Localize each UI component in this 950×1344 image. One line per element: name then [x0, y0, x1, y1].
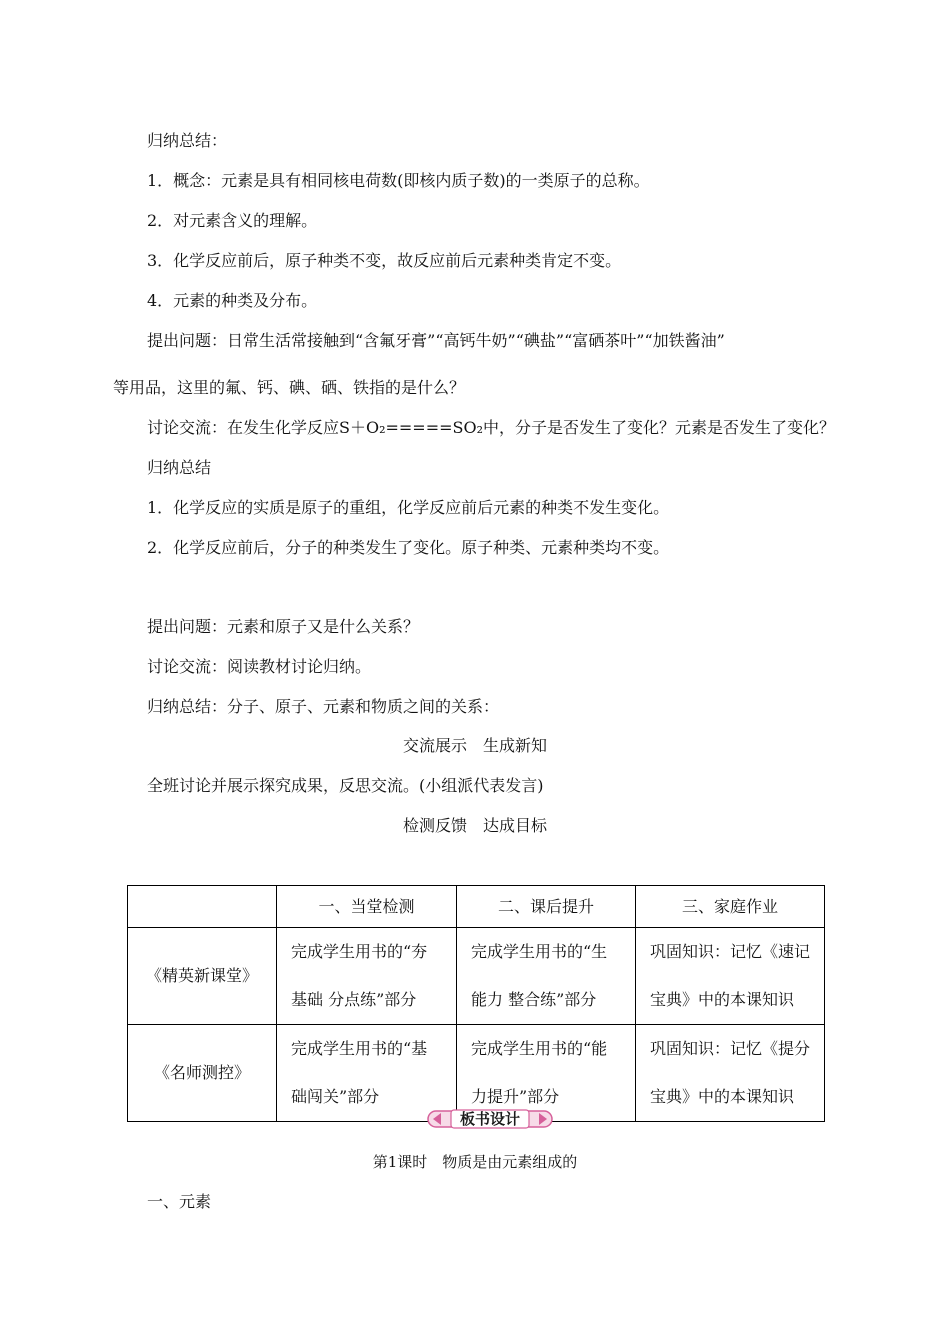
table-cell-line: 完成学生用书的“生 [471, 942, 608, 961]
table-cell-line: 完成学生用书的“能 [471, 1039, 608, 1058]
table-cell [457, 928, 636, 1025]
table-cell-line: 完成学生用书的“基 [291, 1039, 428, 1058]
table-cell-line: 宝典》中的本课知识 [650, 990, 795, 1009]
table-cell [457, 1025, 636, 1122]
table-row-name: 《名师测控》 [128, 1025, 277, 1122]
summary1-item-3: 3．化学反应前后，原子种类不变，故反应前后元素种类肯定不变。 [147, 251, 622, 270]
question1-line2: 等用品，这里的氟、钙、碘、硒、铁指的是什么？ [113, 378, 466, 397]
section-feedback-title: 检测反馈 达成目标 [402, 816, 547, 835]
board-title: 第1课时 物质是由元素组成的 [372, 1153, 578, 1171]
table-cell-line: 力提升”部分 [471, 1087, 560, 1106]
summary2-item-2: 2．化学反应前后，分子的种类发生了变化。原子种类、元素种类均不变。 [147, 538, 670, 557]
table-header-cell: 二、课后提升 [457, 886, 636, 928]
table-header-cell: 三、家庭作业 [636, 886, 825, 928]
table-cell-line: 基础 分点练”部分 [291, 990, 417, 1009]
table-cell [277, 928, 457, 1025]
board-design-banner [427, 1108, 553, 1130]
summary3: 归纳总结：分子、原子、元素和物质之间的关系： [147, 697, 500, 716]
table-row [128, 928, 825, 1025]
table-cell [636, 1025, 825, 1122]
table-cell [277, 1025, 457, 1122]
question1-line1: 提出问题：日常生活常接触到“含氟牙膏”“高钙牛奶”“碘盐”“富硒茶叶”“加铁酱油” [147, 331, 725, 350]
banner-label: 板书设计 [459, 1110, 520, 1128]
table-cell-line: 巩固知识：记忆《提分 [650, 1039, 811, 1058]
discussion1: 讨论交流：在发生化学反应S＋O₂=====SO₂中，分子是否发生了变化？元素是否发生了变化？ [147, 418, 836, 437]
discussion2: 讨论交流：阅读教材讨论归纳。 [147, 657, 372, 676]
table-row [128, 1025, 825, 1122]
question2: 提出问题：元素和原子又是什么关系？ [147, 617, 420, 636]
summary1-item-1: 1．概念：元素是具有相同核电荷数(即核内质子数)的一类原子的总称。 [147, 171, 650, 190]
table-row-name: 《精英新课堂》 [128, 928, 277, 1025]
table-cell-line: 能力 整合练”部分 [471, 990, 597, 1009]
table-cell-line: 宝典》中的本课知识 [650, 1087, 795, 1106]
table-cell-line: 巩固知识：记忆《速记 [650, 942, 811, 961]
table-header-cell [128, 886, 277, 928]
summary1-item-4: 4．元素的种类及分布。 [147, 291, 318, 310]
table-cell-line: 础闯关”部分 [291, 1087, 380, 1106]
summary2-heading: 归纳总结 [147, 458, 212, 477]
table-header-row [128, 886, 825, 928]
assignment-table [127, 885, 825, 1122]
exchange-text: 全班讨论并展示探究成果，反思交流。(小组派代表发言) [147, 776, 544, 795]
table-header-cell: 一、当堂检测 [277, 886, 457, 928]
table-cell [636, 928, 825, 1025]
summary1-heading: 归纳总结： [147, 131, 228, 150]
summary2-item-1: 1．化学反应的实质是原子的重组，化学反应前后元素的种类不发生变化。 [147, 498, 670, 517]
summary1-item-2: 2．对元素含义的理解。 [147, 211, 318, 230]
board-item-1: 一、元素 [147, 1192, 212, 1211]
section-exchange-title: 交流展示 生成新知 [402, 736, 547, 755]
table-cell-line: 完成学生用书的“夯 [291, 942, 428, 961]
